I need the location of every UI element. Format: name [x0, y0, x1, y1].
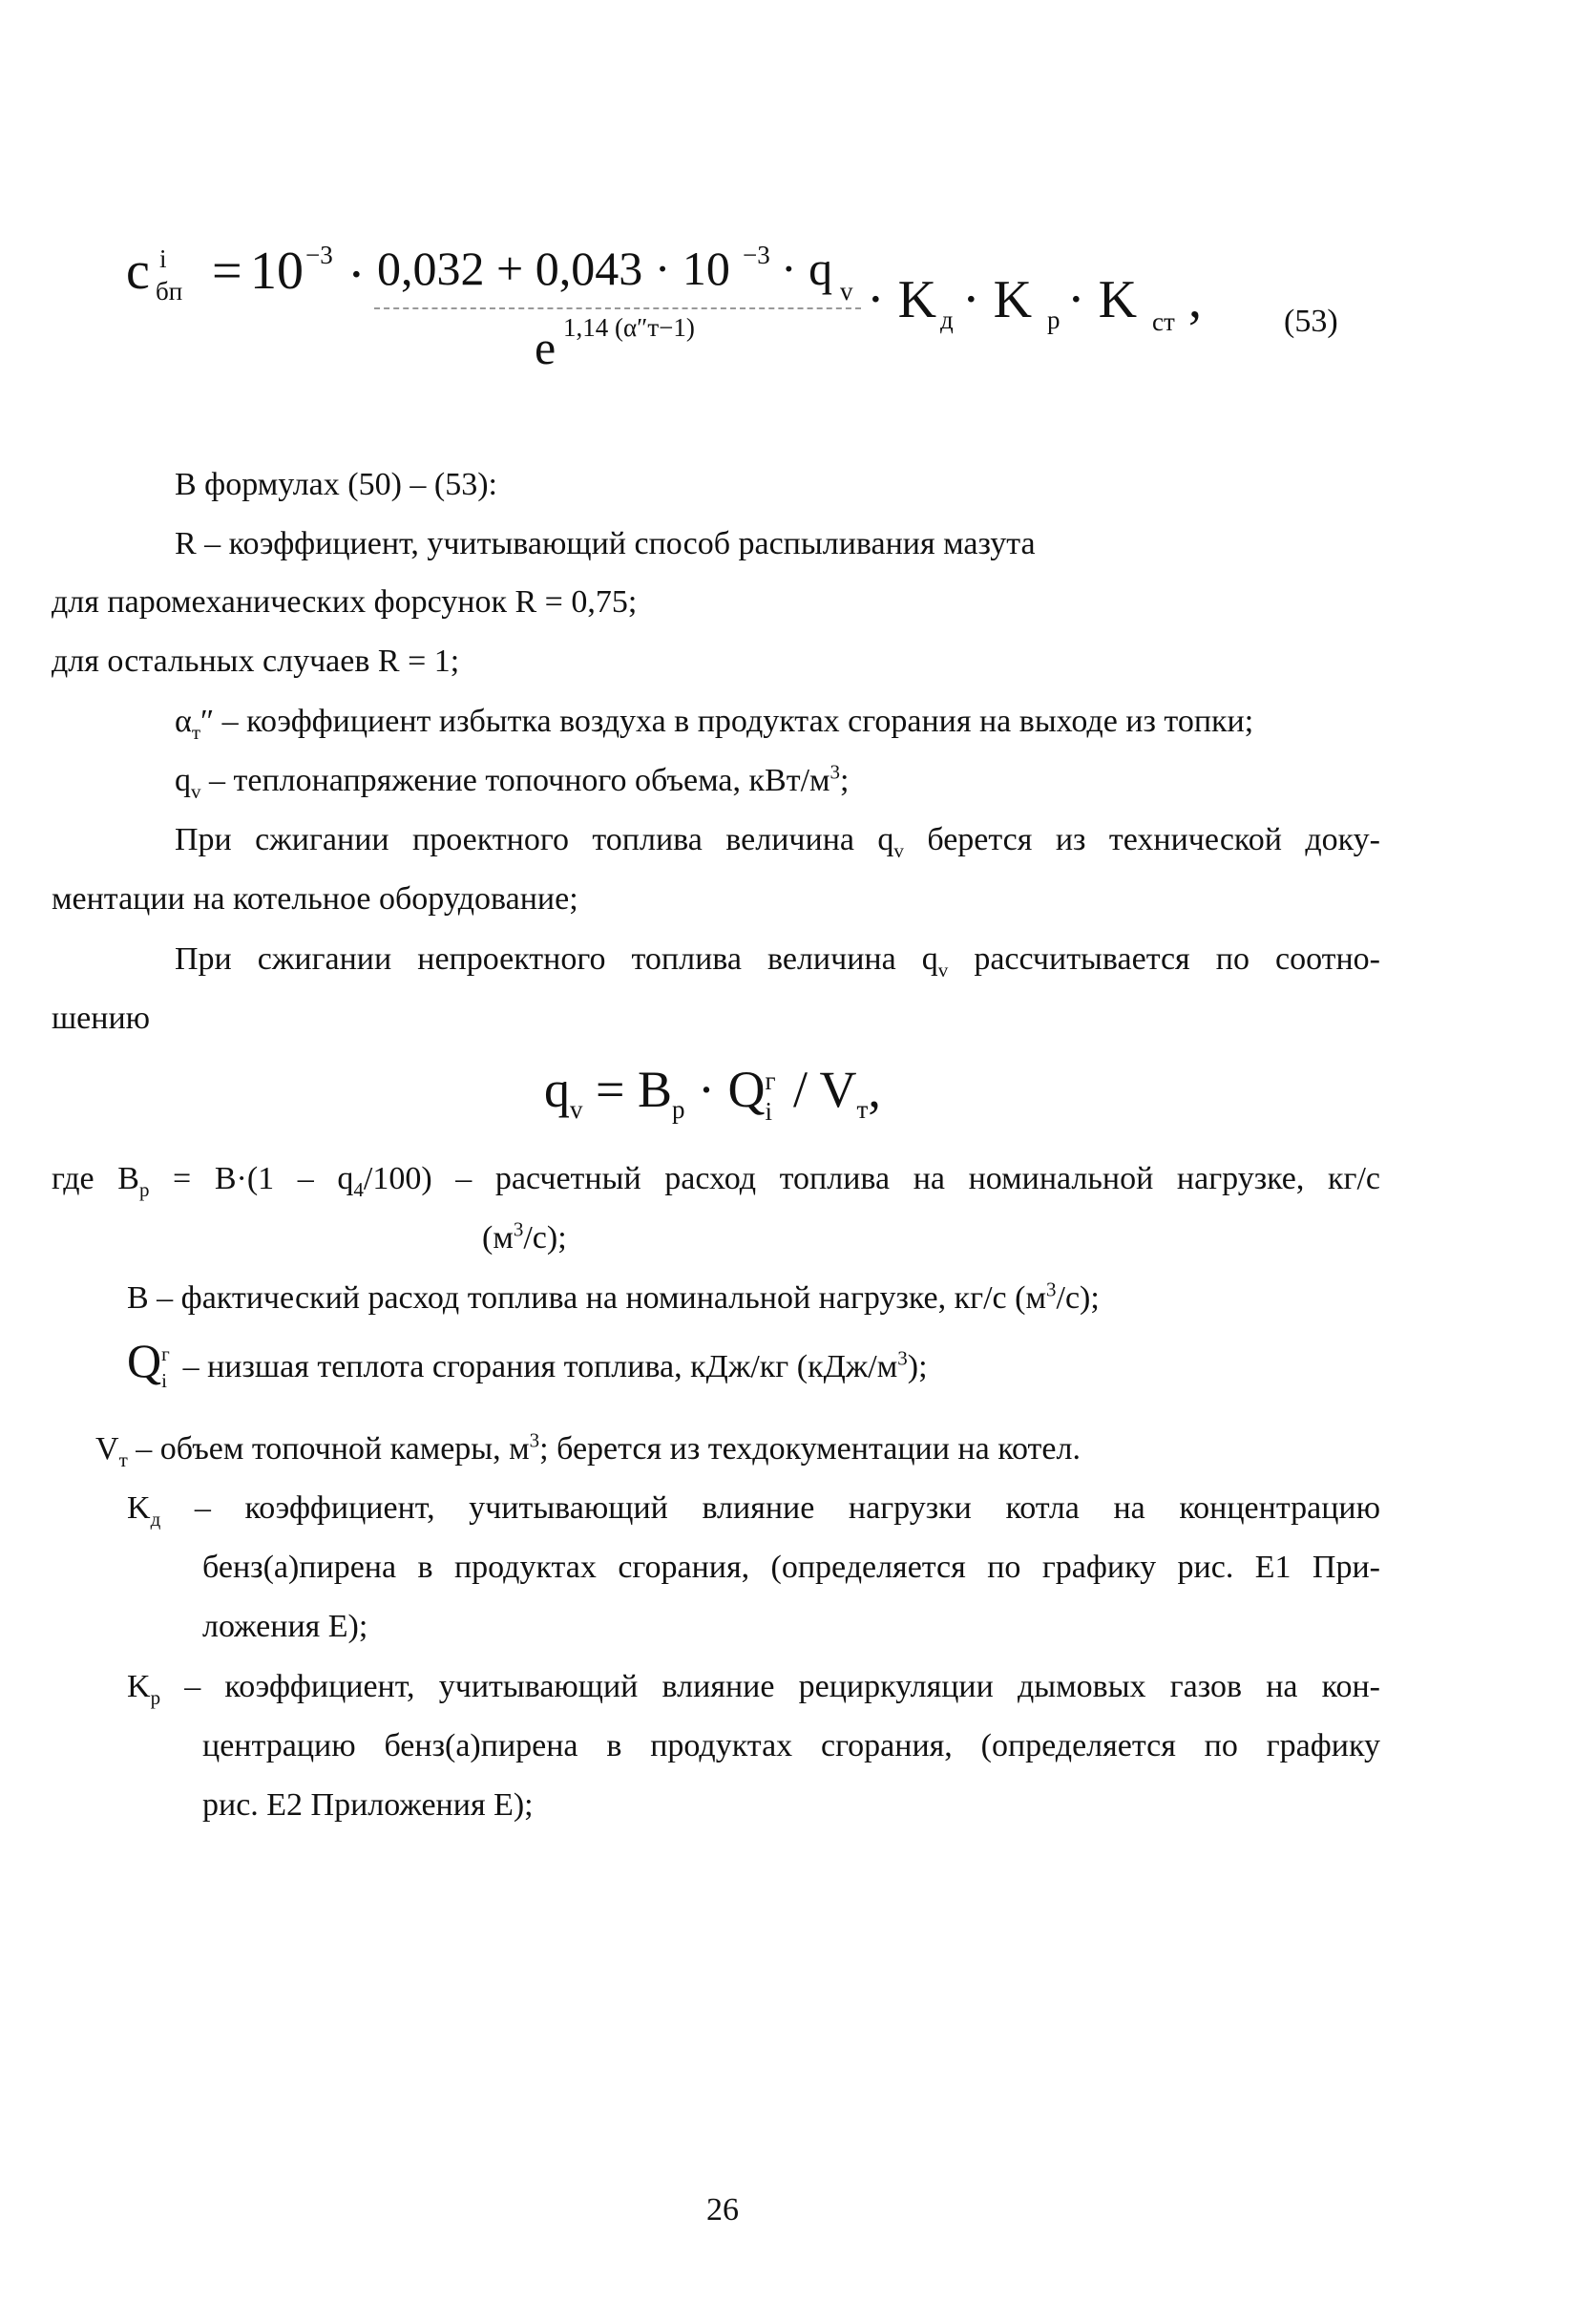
q-def-b: );	[907, 1349, 928, 1384]
eq-denominator-exp: 1,14 (α″ᴛ−1)	[563, 313, 695, 342]
bp-unit-b: /с);	[523, 1220, 567, 1256]
eq-lhs-symbol: c	[126, 242, 150, 301]
qv-sub: v	[191, 779, 201, 803]
eq-kst-sub: ст	[1152, 307, 1175, 336]
kr-def-1: – коэффициент, учитывающий влияние рециркуляции дымовых газов на кон-	[160, 1669, 1380, 1704]
bp-b: = B·(1 – q	[149, 1161, 354, 1196]
eq-numerator-exp: −3	[743, 241, 770, 269]
eq-lhs-sup: і	[159, 244, 167, 273]
qv-unit-sup: 3	[830, 760, 841, 784]
kd-symbol: K	[127, 1490, 151, 1526]
alpha-symbol: α	[175, 704, 192, 739]
vt-symbol: V	[95, 1431, 119, 1467]
eq-dot: ·	[347, 245, 366, 305]
paragraph-kd-line3: ложения Е);	[202, 1609, 368, 1644]
eq-lhs-sub: бп	[156, 277, 183, 306]
nondesign-sub: v	[937, 958, 949, 982]
paragraph-alpha-definition	[175, 703, 1254, 744]
eq-numerator-qv: · q	[781, 242, 833, 295]
paragraph-b-definition	[127, 1279, 1100, 1318]
vt-def-a: – объем топочной камеры, м	[127, 1431, 530, 1467]
bp-c: /100) – расчетный расход топлива на номинальной нагрузке, кг/с	[363, 1161, 1380, 1196]
nondesign-a: При сжигании непроектного топлива величина q	[175, 941, 938, 977]
qv-eq-q: q	[544, 1061, 570, 1118]
paragraph-design-fuel-line2: ментации на котельное оборудование;	[52, 881, 578, 917]
eq-kr: · K	[962, 270, 1033, 329]
nondesign-b: рассчитывается по соотно-	[948, 941, 1381, 977]
equation-qv	[544, 1060, 881, 1125]
paragraph-design-fuel-line1	[175, 821, 1380, 862]
eq-ten: 10	[250, 242, 304, 301]
paragraph-bp-unit	[482, 1219, 567, 1257]
paragraph-vt-definition	[95, 1428, 1081, 1471]
qv-eq-b-sub: р	[671, 1095, 685, 1124]
eq-numerator: 0,032 + 0,043 · 10	[377, 242, 730, 295]
eq-denominator-base: e	[535, 321, 556, 374]
q-sup: г	[161, 1342, 170, 1365]
bp-a: где B	[52, 1161, 139, 1196]
qv-eq-q-sub: v	[570, 1095, 583, 1124]
paragraph-kr-line2: центрацию бенз(а)пирена в продуктах сгорания, (определяется по графику	[202, 1728, 1380, 1763]
bp-unit-sup: 3	[513, 1217, 524, 1241]
eq-kd: · K	[867, 270, 937, 329]
bp-unit-a: (м	[482, 1220, 514, 1256]
qv-eq-Q-sub: і	[765, 1097, 772, 1126]
eq-numerator-qv-sub: v	[840, 277, 853, 306]
alpha-sub: т	[191, 720, 201, 744]
paragraph-kd-line1	[127, 1489, 1380, 1528]
eq-ten-exp: −3	[305, 241, 333, 269]
paragraph-kd-line2: бенз(а)пирена в продуктах сгорания, (определяется по графику рис. Е1 При-	[202, 1550, 1380, 1585]
qv-eq-end: ,	[868, 1061, 881, 1118]
eq-kd-sub: д	[940, 306, 954, 334]
design-fuel-a: При сжигании проектного топлива величина q	[175, 822, 894, 857]
qv-symbol: q	[175, 763, 191, 798]
eq-kr-sub: р	[1047, 306, 1060, 334]
vt-def-b: ; берется из техдокументации на котел.	[539, 1431, 1081, 1467]
paragraph-kr-line1	[127, 1668, 1380, 1709]
qv-text-end: ;	[840, 763, 850, 798]
page-number: 26	[706, 2192, 739, 2227]
qv-eq-Q: · Q	[684, 1061, 766, 1118]
qv-eq-b: = B	[582, 1061, 672, 1118]
design-fuel-sub: v	[893, 838, 904, 862]
q-def-a: – низшая теплота сгорания топлива, кДж/кг (кДж/м	[175, 1349, 898, 1384]
kd-def-1: – коэффициент, учитывающий влияние нагрузки котла на концентрацию	[160, 1490, 1380, 1526]
vt-def-sup: 3	[529, 1428, 540, 1452]
q-def-sup: 3	[897, 1346, 908, 1370]
b-def-a: B – фактический расход топлива на номинальной нагрузке, кг/с (м	[127, 1280, 1046, 1316]
design-fuel-b: берется из технической доку-	[903, 822, 1380, 857]
eq-comma: ,	[1188, 270, 1202, 329]
eq-equals: =	[212, 242, 242, 301]
paragraph-in-formulas: В формулах (50) – (53):	[175, 467, 498, 502]
kr-symbol: K	[127, 1669, 151, 1704]
q-sub: і	[161, 1369, 167, 1392]
paragraph-kr-line3: рис. Е2 Приложения Е);	[202, 1787, 534, 1823]
qv-eq-Q-sup: г	[765, 1066, 776, 1095]
alpha-text: ″ – коэффициент избытка воздуха в продуктах сгорания на выходе из топки;	[200, 704, 1254, 739]
paragraph-bp-definition	[52, 1160, 1380, 1201]
bp-sub: р	[138, 1177, 150, 1201]
paragraph-r-steam: для паромеханических форсунок R = 0,75;	[52, 584, 638, 620]
paragraph-nondesign-line1	[175, 940, 1381, 982]
vt-sub: т	[118, 1447, 128, 1471]
bp-q4-sub: 4	[353, 1177, 364, 1201]
qv-eq-v: / V	[780, 1061, 857, 1118]
b-def-sup: 3	[1046, 1277, 1057, 1301]
qv-eq-v-sub: т	[856, 1095, 869, 1124]
b-def-b: /с);	[1056, 1280, 1100, 1316]
eq-fraction-bar	[374, 307, 861, 309]
q-symbol: Q	[127, 1334, 162, 1387]
qv-text: – теплонапряжение топочного объема, кВт/м	[200, 763, 830, 798]
kr-sub: р	[150, 1685, 161, 1709]
eq-kst: · K	[1067, 270, 1138, 329]
equation-number: (53)	[1284, 304, 1338, 339]
paragraph-q-definition	[127, 1334, 928, 1392]
paragraph-r-definition: R – коэффициент, учитывающий способ распыливания мазута	[175, 526, 1036, 561]
kd-sub: д	[150, 1507, 161, 1530]
paragraph-r-other: для остальных случаев R = 1;	[52, 644, 460, 679]
paragraph-qv-definition	[175, 760, 850, 803]
paragraph-nondesign-line2: шению	[52, 1001, 151, 1036]
